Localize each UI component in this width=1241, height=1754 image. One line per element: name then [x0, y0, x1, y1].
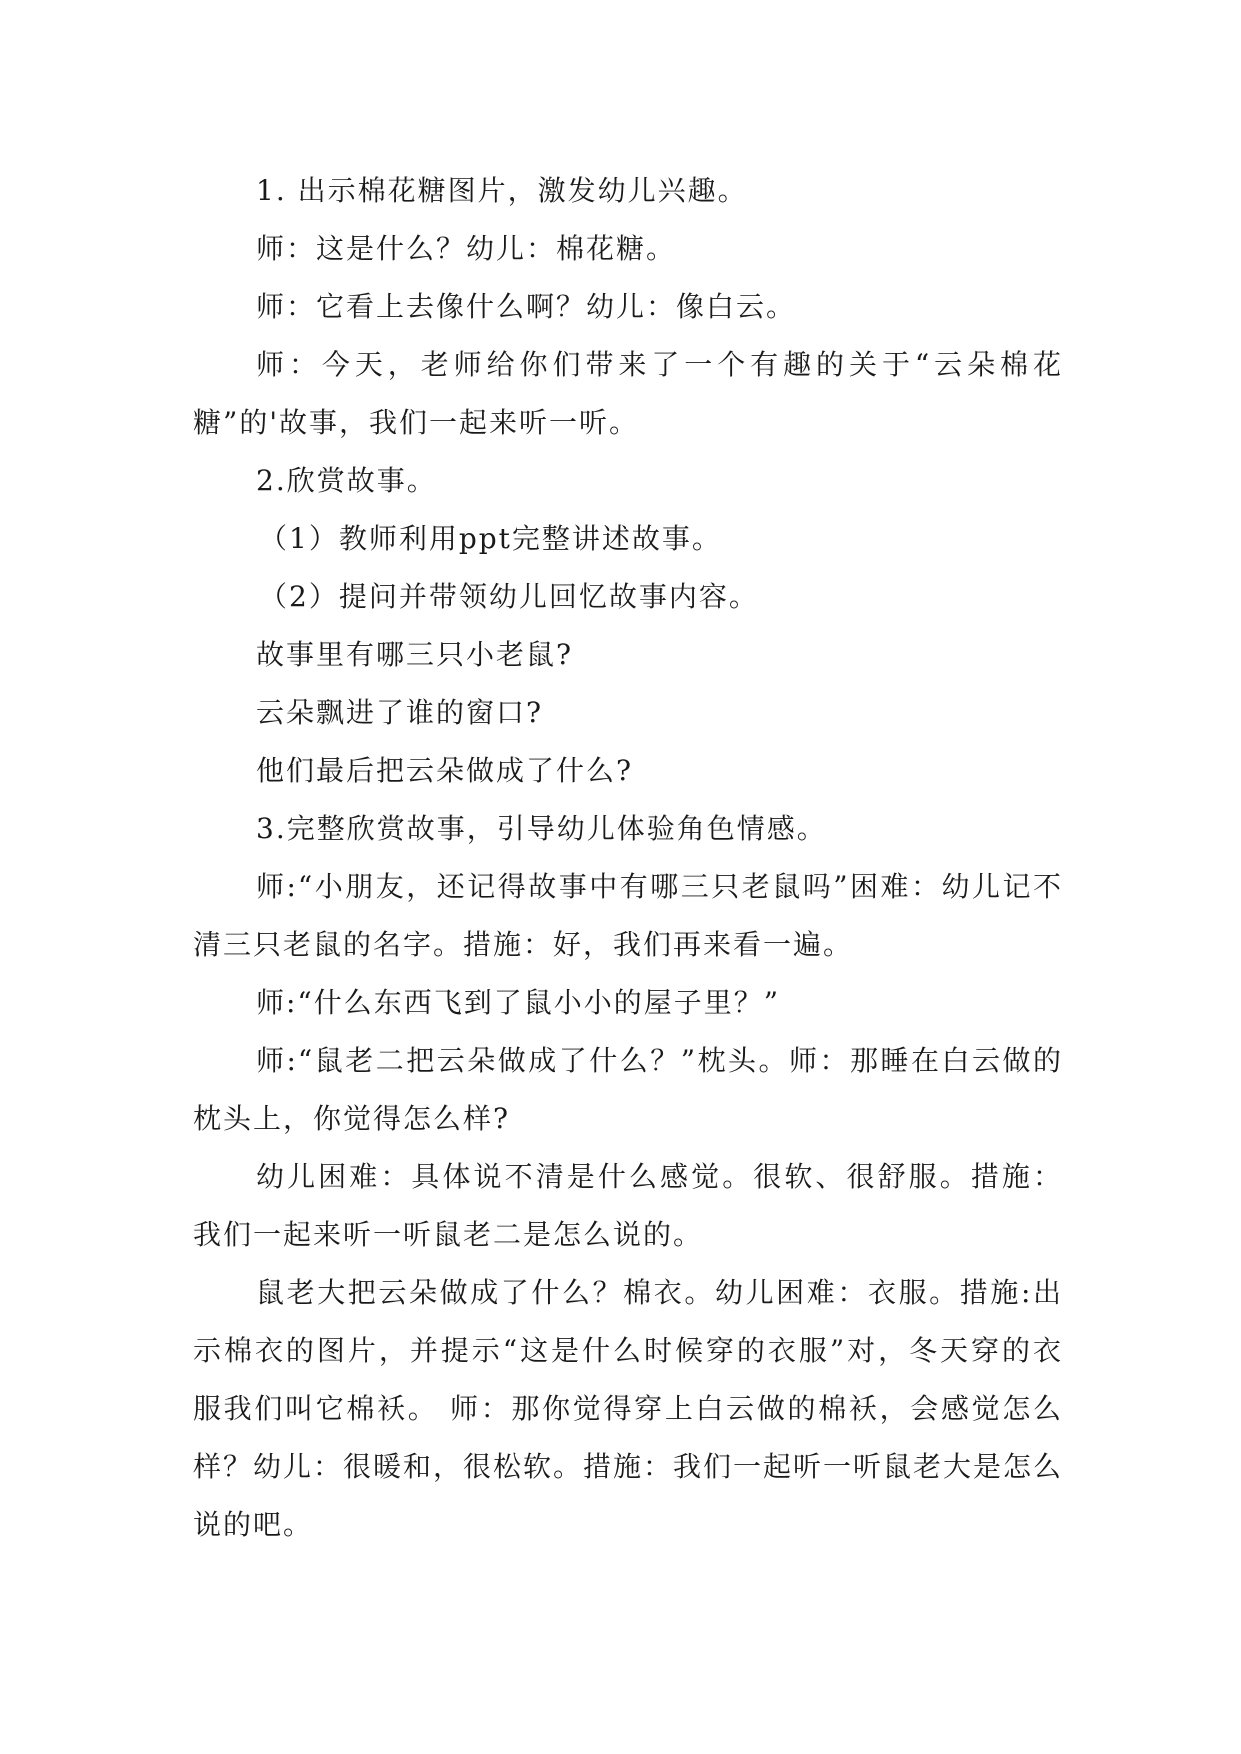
paragraph-difficulty-feeling: 幼儿困难：具体说不清是什么感觉。很软、很舒服。措施：我们一起来听一听鼠老二是怎么说的。: [193, 1160, 1063, 1251]
paragraph-dialogue-looks-like: 师：它看上去像什么啊？幼儿：像白云。: [256, 290, 797, 323]
paragraph-step-2-2: （2）提问并带领幼儿回忆故事内容。: [259, 580, 759, 613]
paragraph-cotton-coat: 鼠老大把云朵做成了什么？棉衣。幼儿困难：衣服。措施:出示棉衣的图片，并提示“这是什么时候穿的衣服”对，冬天穿的衣服我们叫它棉袄。 师：那你觉得穿上白云做的棉袄，会感觉怎么样？幼儿：很暖和，很松软。措施：我们一起听一听鼠老大是怎么说的吧。: [193, 1276, 1064, 1541]
paragraph-step-2-1: （1）教师利用ppt完整讲述故事。: [259, 522, 722, 555]
paragraph-question-made: 他们最后把云朵做成了什么?: [256, 754, 634, 787]
paragraph-dialogue-remember: 师:“小朋友，还记得故事中有哪三只老鼠吗”困难：幼儿记不清三只老鼠的名字。措施：好，我们再来看一遍。: [193, 870, 1063, 961]
paragraph-question-window: 云朵飘进了谁的窗口?: [256, 696, 544, 729]
paragraph-dialogue-story-intro: 师：今天，老师给你们带来了一个有趣的关于“云朵棉花糖”的'故事，我们一起来听一听。: [193, 348, 1063, 439]
paragraph-question-mice: 故事里有哪三只小老鼠?: [256, 638, 574, 671]
document-body: [193, 162, 1063, 1554]
paragraph-step-1: 1. 出示棉花糖图片，激发幼儿兴趣。: [256, 174, 748, 207]
paragraph-dialogue-what-flew: 师:“什么东西飞到了鼠小小的屋子里？”: [256, 986, 781, 1019]
paragraph-step-2: 2.欣赏故事。: [256, 464, 437, 497]
paragraph-step-3: 3.完整欣赏故事，引导幼儿体验角色情感。: [256, 812, 827, 845]
paragraph-dialogue-what-is-this: 师：这是什么？幼儿：棉花糖。: [256, 232, 677, 265]
paragraph-dialogue-pillow: 师:“鼠老二把云朵做成了什么？”枕头。师：那睡在白云做的枕头上，你觉得怎么样?: [193, 1044, 1063, 1135]
